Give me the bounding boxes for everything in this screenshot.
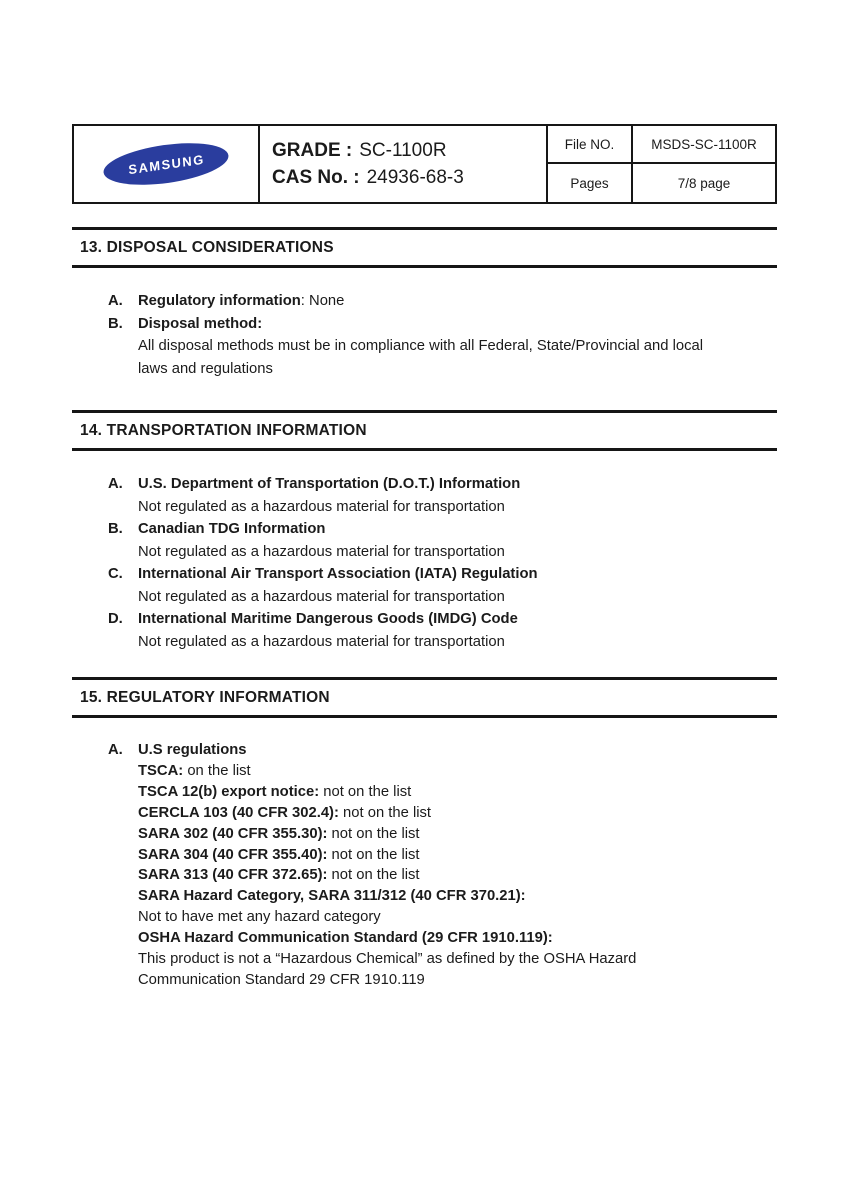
item-text: This product is not a “Hazardous Chemical” as defined by the OSHA Hazard [138, 951, 637, 968]
logo-cell [74, 126, 260, 202]
item-label: International Maritime Dangerous Goods (IMDG) Code [138, 611, 518, 627]
list-item [72, 586, 777, 609]
pages-label: Pages [548, 164, 633, 202]
item-label: SARA 304 (40 CFR 355.40): [138, 846, 328, 863]
section-title: 14. TRANSPORTATION INFORMATION [80, 422, 367, 439]
item-marker: B. [108, 315, 123, 332]
section-13-header [72, 227, 777, 268]
list-item [72, 761, 777, 782]
list-item [72, 740, 777, 761]
item-text: not on the list [327, 867, 420, 884]
document-header-table [72, 124, 777, 204]
section-15-header [72, 677, 777, 718]
item-label: SARA Hazard Category, SARA 311/312 (40 CFR 370.21): [138, 888, 526, 905]
list-item [72, 335, 777, 358]
list-item [72, 608, 777, 631]
list-item [72, 358, 777, 381]
page-content [72, 124, 777, 991]
cas-value: 24936-68-3 [366, 166, 464, 188]
item-text: laws and regulations [138, 360, 273, 377]
list-item [72, 563, 777, 586]
item-label: Canadian TDG Information [138, 521, 326, 537]
item-text: : None [300, 293, 345, 309]
file-no-label: File NO. [548, 126, 633, 164]
cas-label: CAS No. : [272, 166, 360, 188]
list-item [72, 928, 777, 949]
samsung-logo-text: SAMSUNG [127, 151, 205, 177]
item-label: U.S regulations [138, 742, 247, 758]
item-marker: B. [108, 521, 123, 537]
list-item [72, 473, 777, 496]
item-label: TSCA 12(b) export notice: [138, 783, 320, 800]
list-item [72, 845, 777, 866]
samsung-logo [101, 136, 231, 191]
item-marker: D. [108, 611, 123, 627]
item-label: SARA 302 (40 CFR 355.30): [138, 825, 328, 842]
section-15-body [72, 740, 777, 991]
item-text: not on the list [327, 846, 420, 863]
item-label: Regulatory information [138, 293, 301, 309]
section-title: 15. REGULATORY INFORMATION [80, 689, 330, 706]
item-text: Not regulated as a hazardous material for transportation [138, 543, 505, 560]
list-item [72, 541, 777, 564]
section-14-header [72, 410, 777, 451]
list-item [72, 907, 777, 928]
list-item [72, 496, 777, 519]
grade-label: GRADE : [272, 139, 353, 161]
section-title: 13. DISPOSAL CONSIDERATIONS [80, 239, 334, 256]
item-label: International Air Transport Association (IATA) Regulation [138, 566, 538, 582]
item-text: not on the list [338, 804, 432, 821]
item-marker: A. [108, 293, 123, 309]
item-label: OSHA Hazard Communication Standard (29 CFR 1910.119): [138, 930, 553, 947]
item-marker: A. [108, 476, 123, 492]
item-label: Disposal method: [138, 315, 263, 332]
list-item [72, 824, 777, 845]
list-item [72, 865, 777, 886]
grade-cas-cell [260, 126, 548, 202]
item-text: on the list [183, 762, 251, 779]
cas-line [272, 167, 464, 189]
item-text: Communication Standard 29 CFR 1910.119 [138, 971, 425, 988]
list-item [72, 631, 777, 654]
list-item [72, 949, 777, 970]
item-text: All disposal methods must be in compliance with all Federal, State/Provincial and local [138, 338, 704, 354]
item-text: Not regulated as a hazardous material for transportation [138, 633, 505, 650]
item-label: SARA 313 (40 CFR 372.65): [138, 867, 328, 884]
item-label: CERCLA 103 (40 CFR 302.4): [138, 804, 339, 821]
list-item [72, 782, 777, 803]
item-text: not on the list [319, 783, 412, 800]
file-no-value: MSDS-SC-1100R [633, 126, 775, 164]
grade-line [272, 140, 447, 162]
item-marker: C. [108, 566, 123, 582]
list-item [72, 803, 777, 824]
section-13-body [72, 290, 777, 380]
list-item [72, 518, 777, 541]
item-text: not on the list [327, 825, 420, 842]
grade-value: SC-1100R [359, 139, 447, 161]
list-item [72, 970, 777, 991]
item-label: TSCA: [138, 762, 184, 779]
item-label: U.S. Department of Transportation (D.O.T.) Information [138, 476, 521, 492]
pages-value: 7/8 page [677, 175, 731, 191]
item-marker: A. [108, 742, 123, 758]
item-text: Not regulated as a hazardous material for transportation [138, 498, 505, 515]
list-item [72, 313, 777, 336]
item-text: Not regulated as a hazardous material for transportation [138, 588, 505, 605]
list-item [72, 886, 777, 907]
section-14-body [72, 473, 777, 653]
list-item [72, 290, 777, 313]
item-text: Not to have met any hazard category [138, 909, 381, 926]
